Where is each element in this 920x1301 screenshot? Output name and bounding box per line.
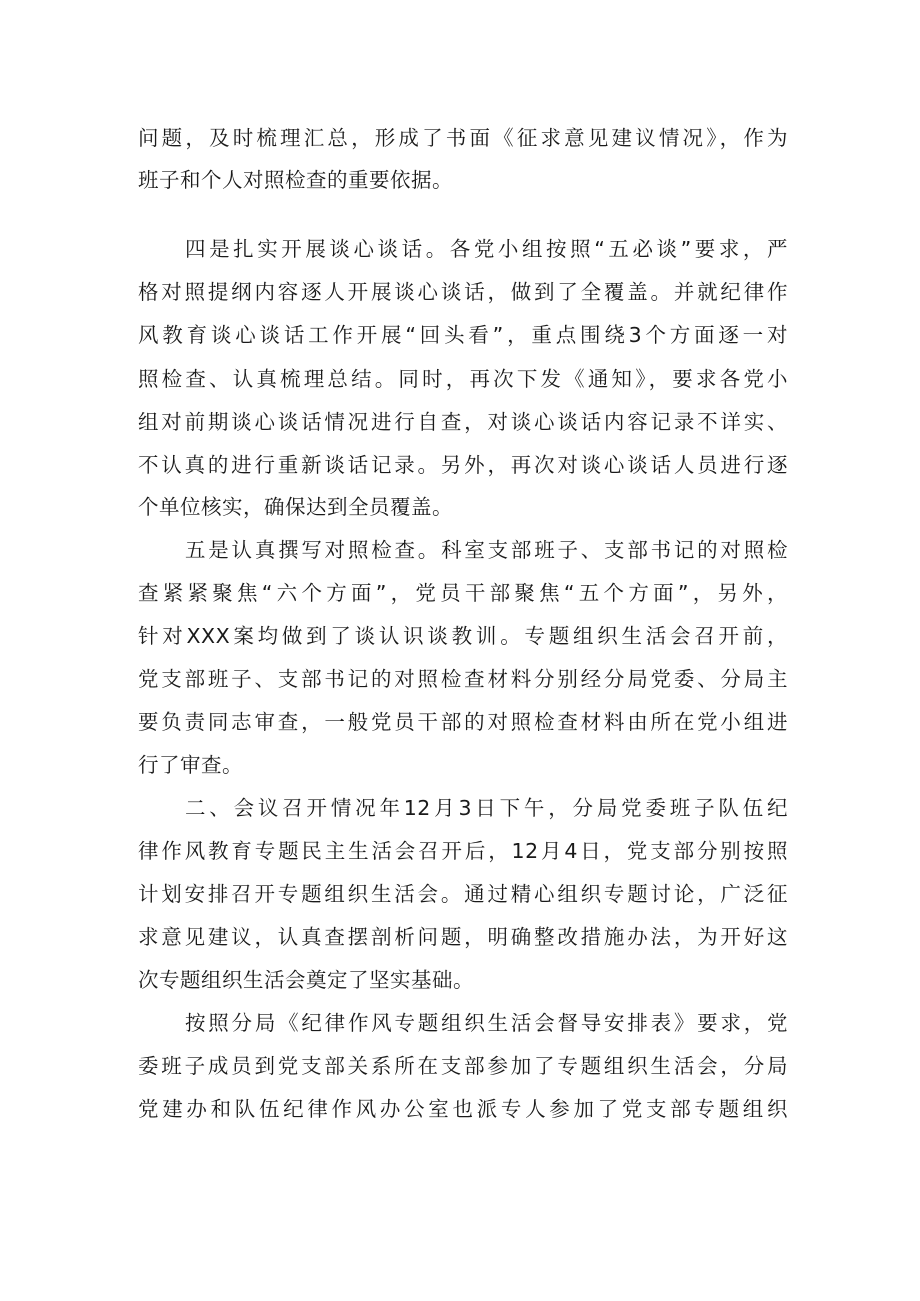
text-line: 针对XXX案均做到了谈认识谈教训。专题组织生活会召开前， [138, 624, 788, 648]
text-line: 委班子成员到党支部关系所在支部参加了专题组织生活会，分局 [138, 1054, 788, 1078]
text-line: 要负责同志审查，一般党员干部的对照检查材料由所在党小组进 [138, 710, 788, 734]
text-line: 五是认真撰写对照检查。科室支部班子、支部书记的对照检 [185, 538, 788, 562]
text-line: 二、会议召开情况年12月3日下午，分局党委班子队伍纪 [185, 796, 788, 820]
text-line: 求意见建议，认真查摆剖析问题，明确整改措施办法，为开好这 [138, 925, 788, 949]
text-line: 不认真的进行重新谈话记录。另外，再次对谈心谈话人员进行逐 [138, 453, 788, 477]
text-line: 格对照提纲内容逐人开展谈心谈话，做到了全覆盖。并就纪律作 [138, 280, 788, 304]
text-line: 党建办和队伍纪律作风办公室也派专人参加了党支部专题组织 [138, 1097, 788, 1121]
text-line: 照检查、认真梳理总结。同时，再次下发《通知》，要求各党小 [138, 367, 788, 391]
text-line: 按照分局《纪律作风专题组织生活会督导安排表》要求，党 [185, 1011, 788, 1035]
text-line: 四是扎实开展谈心谈话。各党小组按照“五必谈”要求，严 [185, 237, 788, 261]
text-line: 问题，及时梳理汇总，形成了书面《征求意见建议情况》，作为 [138, 126, 788, 150]
text-line: 风教育谈心谈话工作开展“回头看”，重点围绕3个方面逐一对 [138, 323, 788, 347]
text-line: 律作风教育专题民主生活会召开后，12月4日，党支部分别按照 [138, 839, 788, 863]
text-line: 组对前期谈心谈话情况进行自查，对谈心谈话内容记录不详实、 [138, 410, 788, 434]
text-line: 班子和个人对照检查的重要依据。 [138, 168, 453, 192]
text-line: 次专题组织生活会奠定了坚实基础。 [138, 968, 474, 992]
text-line: 个单位核实，确保达到全员覆盖。 [138, 495, 453, 519]
text-line: 查紧紧聚焦“六个方面”，党员干部聚焦“五个方面”，另外， [138, 581, 788, 605]
text-line: 党支部班子、支部书记的对照检查材料分别经分局党委、分局主 [138, 667, 788, 691]
text-line: 行了审查。 [138, 753, 243, 777]
text-line: 计划安排召开专题组织生活会。通过精心组织专题讨论，广泛征 [138, 882, 788, 906]
